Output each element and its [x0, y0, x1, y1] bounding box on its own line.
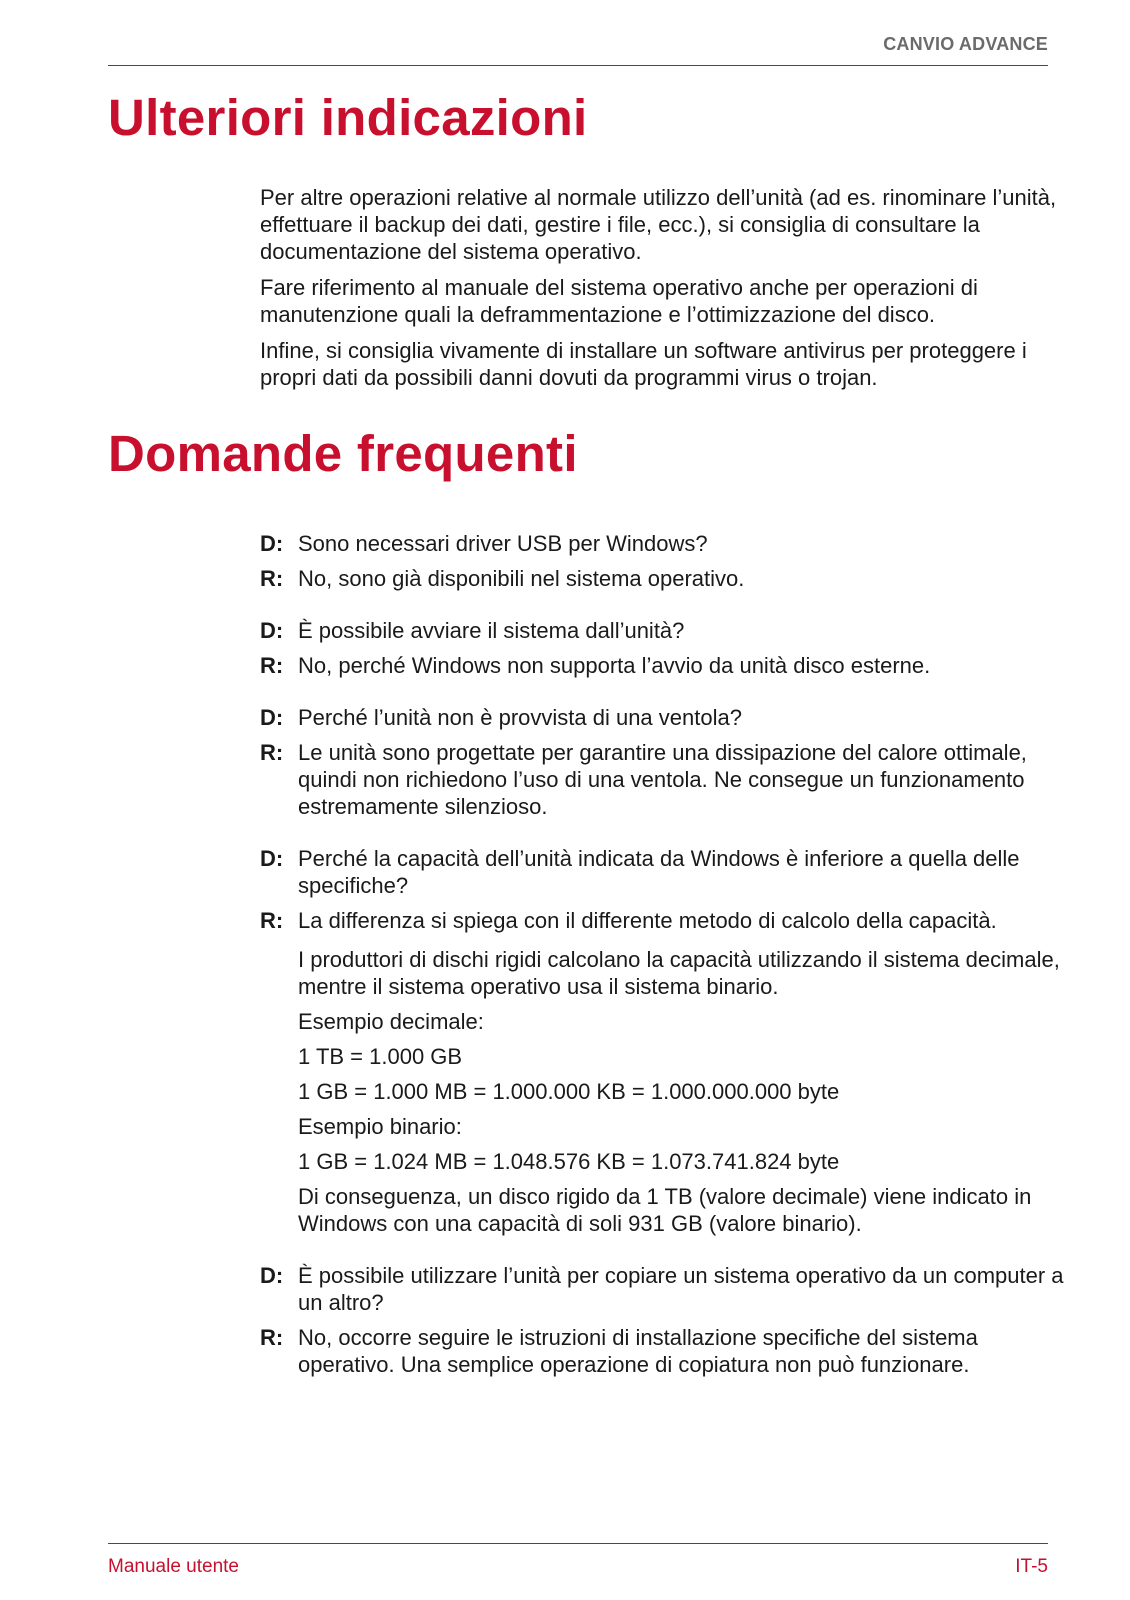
answer-row	[260, 565, 1070, 592]
detail-paragraph: 1 TB = 1.000 GB	[298, 1044, 463, 1069]
detail-paragraph: Esempio binario:	[298, 1114, 462, 1139]
answer-text: No, sono già disponibili nel sistema operativo.	[298, 566, 745, 591]
footer-rule	[108, 1543, 1048, 1544]
intro-paragraphs	[260, 184, 1070, 400]
header-rule	[108, 65, 1048, 66]
question-row	[260, 704, 1070, 731]
question-label: D:	[260, 1263, 284, 1288]
detail-paragraph: I produttori di dischi rigidi calcolano la capacità utilizzando il sistema decimale, mentre il sistema operativo usa il sistema binario.	[298, 947, 1060, 999]
answer-label: R:	[260, 653, 284, 678]
detail-paragraph: 1 GB = 1.000 MB = 1.000.000 KB = 1.000.000.000 byte	[298, 1079, 840, 1104]
answer-text: Le unità sono progettate per garantire una dissipazione del calore ottimale, quindi non richiedono l’uso di una ventola. Ne consegue un funzionamento estremamente silenzioso.	[298, 740, 1027, 819]
question-label: D:	[260, 531, 284, 556]
answer-label: R:	[260, 740, 284, 765]
answer-label: R:	[260, 566, 284, 591]
answer-text: No, perché Windows non supporta l’avvio da unità disco esterne.	[298, 653, 931, 678]
running-header-product: CANVIO ADVANCE	[883, 34, 1048, 54]
footer-manual-title: Manuale utente	[108, 1556, 239, 1577]
paragraph: Per altre operazioni relative al normale utilizzo dell’unità (ad es. rinominare l’unità, effettuare il backup dei dati, gestire i file, ecc.), si consiglia di consultare la documentazione del sistema operativo.	[260, 185, 1057, 264]
detail-paragraph: Di conseguenza, un disco rigido da 1 TB (valore decimale) viene indicato in Windows con una capacità di soli 931 GB (valore binario).	[298, 1184, 1032, 1236]
faq-item	[260, 704, 1070, 820]
question-label: D:	[260, 705, 284, 730]
answer-label: R:	[260, 1325, 284, 1350]
faq-item	[260, 617, 1070, 679]
answer-row	[260, 739, 1070, 820]
question-text: Sono necessari driver USB per Windows?	[298, 531, 708, 556]
detail-paragraph: 1 GB = 1.024 MB = 1.048.576 KB = 1.073.741.824 byte	[298, 1149, 840, 1174]
question-label: D:	[260, 846, 284, 871]
answer-text: No, occorre seguire le istruzioni di installazione specifiche del sistema operativo. Una semplice operazione di copiatura non può funzionare.	[298, 1325, 978, 1377]
question-row	[260, 617, 1070, 644]
faq-item	[260, 1262, 1070, 1378]
question-text: Perché l’unità non è provvista di una ventola?	[298, 705, 742, 730]
paragraph: Fare riferimento al manuale del sistema operativo anche per operazioni di manutenzione quali la deframmentazione e l’ottimizzazione del disco.	[260, 275, 978, 327]
question-row	[260, 845, 1070, 899]
question-text: È possibile avviare il sistema dall’unità?	[298, 618, 685, 643]
answer-label: R:	[260, 908, 284, 933]
question-row	[260, 1262, 1070, 1316]
question-row	[260, 530, 1070, 557]
section-title-domande-frequenti: Domande frequenti	[108, 425, 578, 482]
answer-details	[298, 946, 1070, 1237]
detail-paragraph: Esempio decimale:	[298, 1009, 484, 1034]
question-text: È possibile utilizzare l’unità per copiare un sistema operativo da un computer a un altro?	[298, 1263, 1064, 1315]
paragraph: Infine, si consiglia vivamente di installare un software antivirus per proteggere i propri dati da possibili danni dovuti da programmi virus o trojan.	[260, 338, 1027, 390]
answer-text: La differenza si spiega con il differente metodo di calcolo della capacità.	[298, 908, 997, 933]
answer-row	[260, 652, 1070, 679]
question-text: Perché la capacità dell’unità indicata da Windows è inferiore a quella delle specifiche?	[298, 846, 1020, 898]
answer-row	[260, 907, 1070, 934]
faq-item	[260, 530, 1070, 592]
section-title-ulteriori-indicazioni: Ulteriori indicazioni	[108, 89, 588, 146]
answer-row	[260, 1324, 1070, 1378]
faq-list	[260, 530, 1070, 1403]
question-label: D:	[260, 618, 284, 643]
faq-item	[260, 845, 1070, 1237]
footer-page-number: IT-5	[1015, 1556, 1048, 1577]
